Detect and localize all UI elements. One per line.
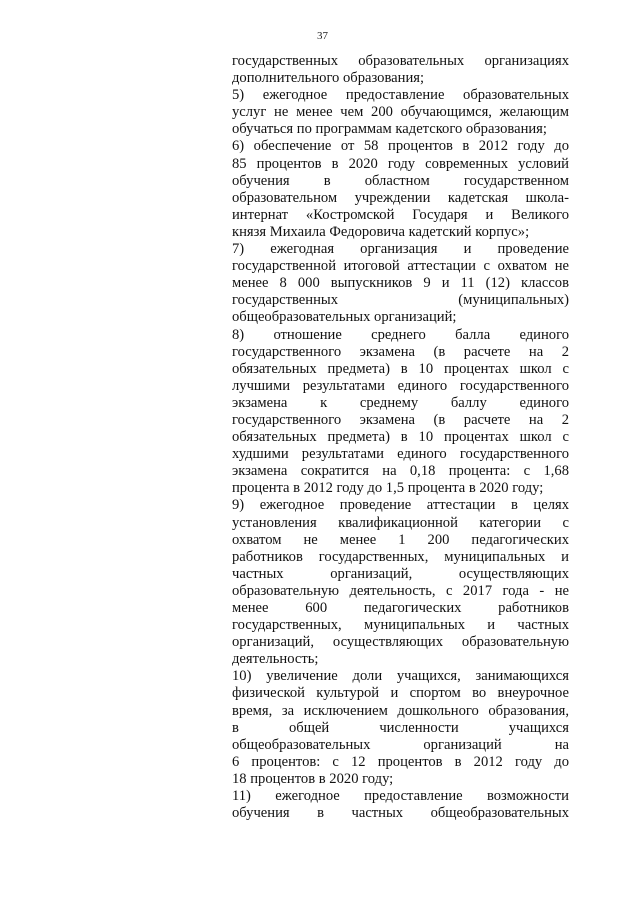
text-line: обязательных предмета) в 10 процентах школ с xyxy=(232,429,569,446)
text-line: общеобразовательных организаций; xyxy=(232,309,457,326)
text-line: 18 процентов в 2020 году; xyxy=(232,770,394,787)
text-line: 10) увеличение доли учащихся, занимающихся xyxy=(232,668,569,685)
text-line: 9) ежегодное проведение аттестации в целях xyxy=(232,497,569,514)
text-line: организаций, осуществляющих образовательную xyxy=(232,634,569,651)
text-line: дополнительного образования; xyxy=(232,70,425,87)
text-line: худшими результатами единого государственного xyxy=(232,446,569,463)
text-line: в общей численности учащихся xyxy=(232,719,569,736)
text-line: государственного экзамена (в расчете на 2 xyxy=(232,343,569,360)
document-body xyxy=(232,53,569,822)
text-line: 6 процентов: с 12 процентов в 2012 году до xyxy=(232,753,569,770)
text-line: князя Михаила Федоровича кадетский корпус»; xyxy=(232,223,530,240)
text-line: частных организаций, осуществляющих xyxy=(232,565,569,582)
page-number: 37 xyxy=(317,30,328,42)
text-line: обучения в частных общеобразовательных xyxy=(232,805,569,822)
text-line: государственных (муниципальных) xyxy=(232,292,569,309)
text-line: 8) отношение среднего балла единого xyxy=(232,326,569,343)
text-line: образовательном учреждении кадетская школа- xyxy=(232,189,569,206)
text-line: менее 600 педагогических работников xyxy=(232,600,569,616)
text-line: интернат «Костромской Государя и Великого xyxy=(232,206,569,223)
text-line: деятельность; xyxy=(232,651,319,668)
text-line: общеобразовательных организаций на xyxy=(232,736,569,753)
text-line: 6) обеспечение от 58 процентов в 2012 году до xyxy=(232,138,569,155)
text-line: услуг не менее чем 200 обучающимся, желающим xyxy=(232,104,569,121)
text-line: государственной итоговой аттестации с охватом не xyxy=(232,258,569,275)
text-line: лучшими результатами единого государственного xyxy=(232,377,569,394)
text-line: 11) ежегодное предоставление возможности xyxy=(232,788,569,805)
text-line: 85 процентов в 2020 году современных условий xyxy=(232,155,569,172)
text-line: установления квалификационной категории с xyxy=(232,514,569,531)
text-line: время, за исключением дошкольного образования, xyxy=(232,702,569,719)
text-line: экзамена сократится на 0,18 процента: с 1,68 xyxy=(232,463,569,480)
text-line: 5) ежегодное предоставление образовательных xyxy=(232,87,569,104)
text-line: государственных образовательных организациях xyxy=(232,53,569,69)
text-line: физической культурой и спортом во внеурочное xyxy=(232,685,569,702)
text-line: менее 8 000 выпускников 9 и 11 (12) классов xyxy=(232,275,569,292)
text-line: образовательную деятельность, с 2017 года - не xyxy=(232,582,569,599)
text-line: 7) ежегодная организация и проведение xyxy=(232,241,569,258)
text-line: государственных, муниципальных и частных xyxy=(232,617,569,634)
text-line: экзамена к среднему баллу единого xyxy=(232,394,569,411)
text-line: обучения в областном государственном xyxy=(232,172,569,189)
text-line: процента в 2012 году до 1,5 процента в 2020 году; xyxy=(232,480,544,497)
text-line: работников государственных, муниципальных и xyxy=(232,548,569,565)
text-line: охватом не менее 1 200 педагогических xyxy=(232,531,569,548)
text-line: обязательных предмета) в 10 процентах школ с xyxy=(232,360,569,377)
text-line: государственного экзамена (в расчете на 2 xyxy=(232,411,569,428)
text-line: обучаться по программам кадетского образования; xyxy=(232,121,547,138)
